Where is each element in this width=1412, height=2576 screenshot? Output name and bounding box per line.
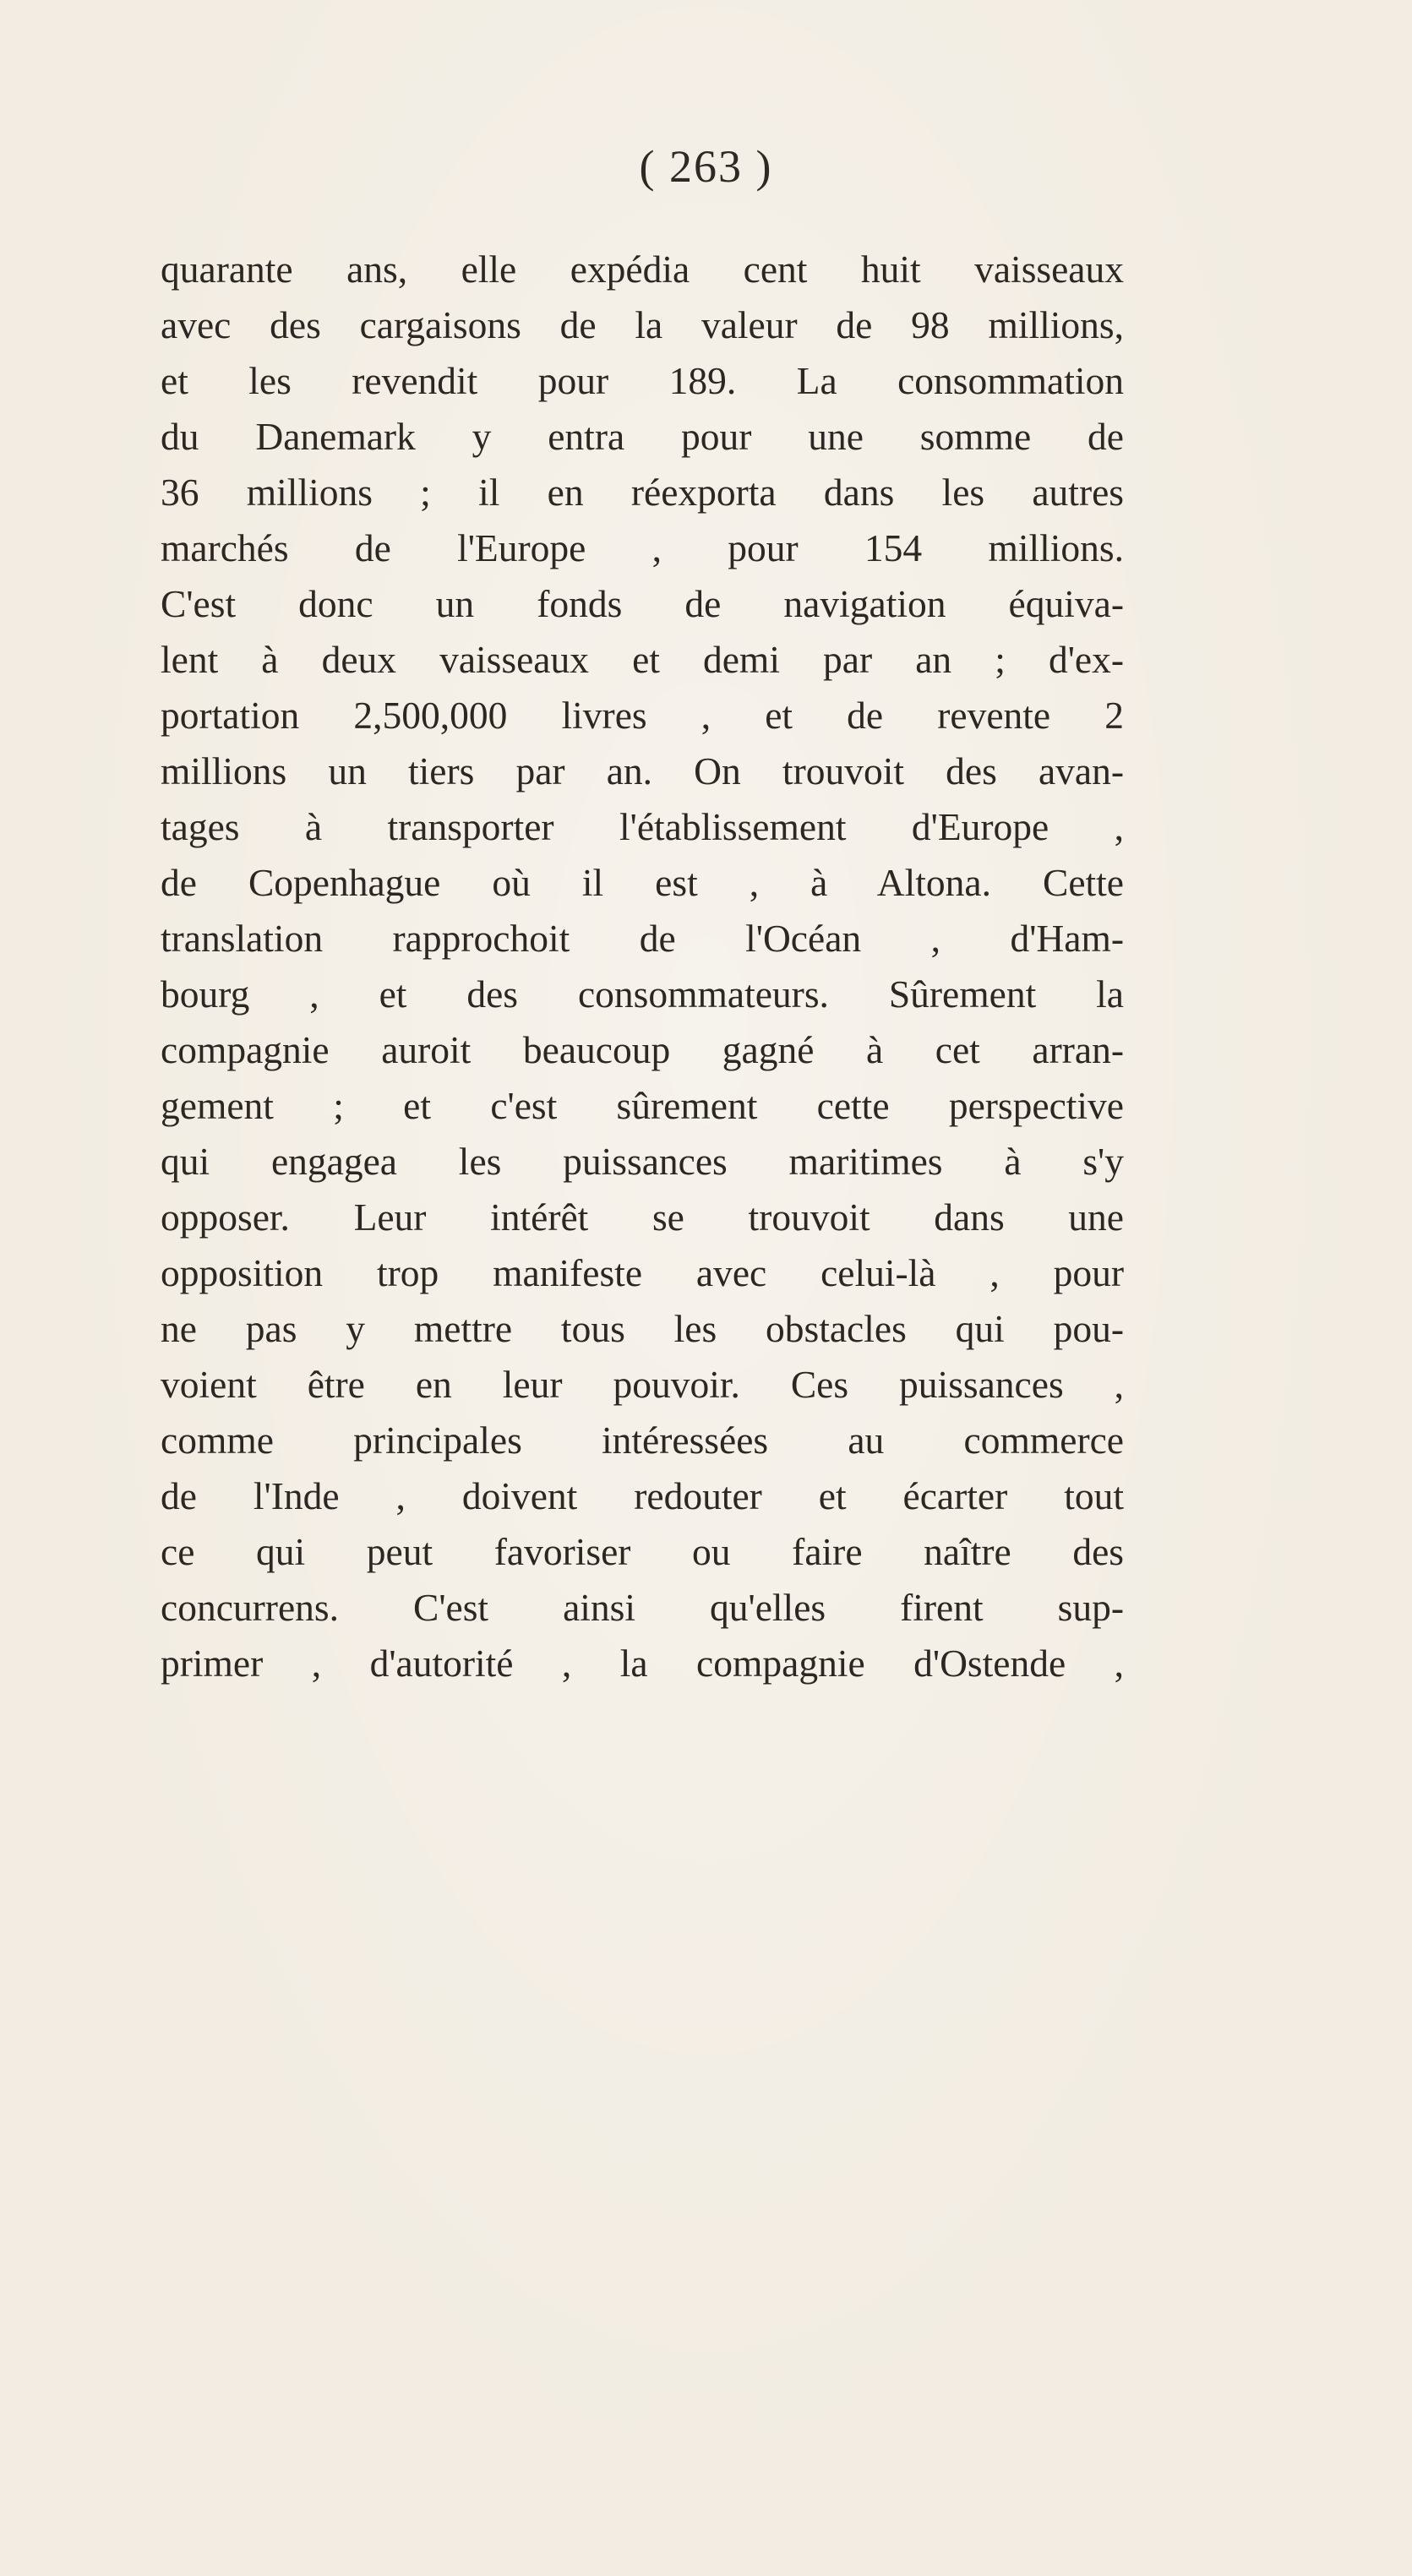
text-line: concurrens. C'est ainsi qu'elles firent sup- [161, 1586, 1124, 1629]
text-line: quarante ans, elle expédia cent huit vaisseaux [161, 248, 1124, 291]
text-line: comme principales intéressées au commerce [161, 1419, 1124, 1462]
text-line: millions un tiers par an. On trouvoit des avan- [161, 749, 1124, 792]
text-line: qui engagea les puissances maritimes à s'y [161, 1140, 1124, 1183]
text-line: de l'Inde , doivent redouter et écarter tout [161, 1474, 1124, 1517]
text-line: ne pas y mettre tous les obstacles qui pou- [161, 1307, 1124, 1350]
text-line: ce qui peut favoriser ou faire naître des [161, 1530, 1124, 1573]
text-line: 36 millions ; il en réexporta dans les autres [161, 471, 1124, 514]
text-line: bourg , et des consommateurs. Sûrement la [161, 972, 1124, 1016]
text-line: translation rapprochoit de l'Océan , d'Ham- [161, 917, 1124, 960]
text-line: compagnie auroit beaucoup gagné à cet arran- [161, 1028, 1124, 1071]
text-line: portation 2,500,000 livres , et de revente 2 [161, 694, 1124, 737]
text-line: primer , d'autorité , la compagnie d'Ostende , [161, 1642, 1124, 1685]
text-line: C'est donc un fonds de navigation équiva- [161, 582, 1124, 625]
text-line: et les revendit pour 189. La consommation [161, 359, 1124, 402]
text-line: marchés de l'Europe , pour 154 millions. [161, 526, 1124, 569]
text-line: avec des cargaisons de la valeur de 98 millions, [161, 303, 1124, 346]
page-number: ( 263 ) [639, 141, 773, 192]
text-line: tages à transporter l'établissement d'Europe , [161, 805, 1124, 848]
text-line: de Copenhague où il est , à Altona. Cette [161, 861, 1124, 904]
text-line: lent à deux vaisseaux et demi par an ; d'ex- [161, 638, 1124, 681]
text-line: voient être en leur pouvoir. Ces puissances , [161, 1363, 1124, 1406]
text-line: du Danemark y entra pour une somme de [161, 415, 1124, 458]
text-line: opposition trop manifeste avec celui-là , pour [161, 1251, 1124, 1294]
body-text [161, 242, 1124, 1691]
text-line: opposer. Leur intérêt se trouvoit dans une [161, 1195, 1124, 1239]
text-line: gement ; et c'est sûrement cette perspective [161, 1084, 1124, 1127]
